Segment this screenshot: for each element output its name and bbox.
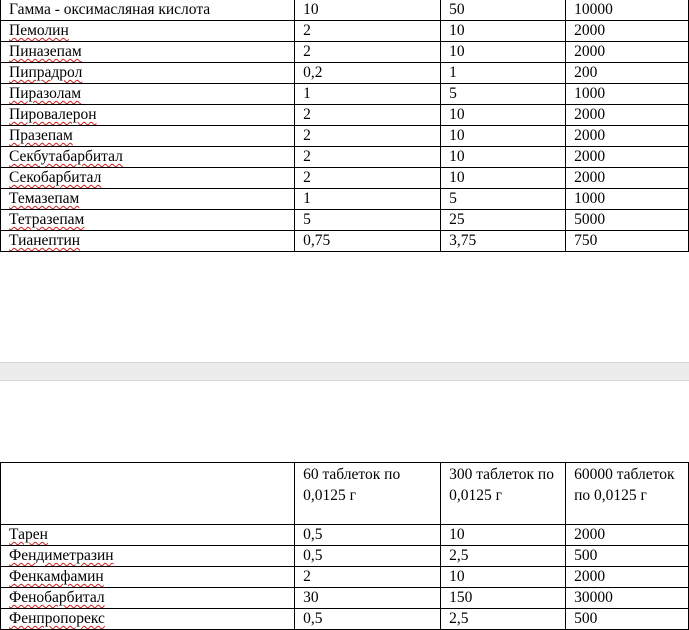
cell-value: 50 xyxy=(441,0,566,21)
table-row xyxy=(1,0,689,21)
cell-name: Гамма - оксимасляная кислота xyxy=(1,0,295,21)
cell-value: 0,5 xyxy=(295,525,441,546)
cell-value: 2000 xyxy=(566,567,689,588)
cell-value: 2 xyxy=(295,147,441,168)
cell-value: 10 xyxy=(441,21,566,42)
table-bottom xyxy=(0,462,689,630)
cell-value: 10 xyxy=(441,567,566,588)
cell-value: 5000 xyxy=(566,210,689,231)
cell-name: Фенпропорекс xyxy=(1,609,295,630)
cell-value: 25 xyxy=(441,210,566,231)
cell-name: Тианептин xyxy=(1,231,295,252)
table-row xyxy=(1,126,689,147)
cell-name: Пировалерон xyxy=(1,105,295,126)
header-cell-60000-tablets: 60000 таблеток по 0,0125 г xyxy=(566,463,689,525)
cell-value: 2000 xyxy=(566,21,689,42)
cell-value: 200 xyxy=(566,63,689,84)
table-top xyxy=(0,0,689,252)
cell-value: 2 xyxy=(295,126,441,147)
cell-value: 1000 xyxy=(566,84,689,105)
cell-value: 2 xyxy=(295,42,441,63)
cell-name: Тарен xyxy=(1,525,295,546)
cell-value: 1000 xyxy=(566,189,689,210)
cell-value: 2 xyxy=(295,567,441,588)
header-cell-60-tablets: 60 таблеток по 0,0125 г xyxy=(295,463,441,525)
cell-value: 2000 xyxy=(566,168,689,189)
page-break-gap xyxy=(0,362,689,381)
cell-name: Празепам xyxy=(1,126,295,147)
table-row xyxy=(1,147,689,168)
cell-value: 2 xyxy=(295,168,441,189)
cell-value: 750 xyxy=(566,231,689,252)
header-cell-300-tablets: 300 таблеток по 0,0125 г xyxy=(441,463,566,525)
cell-value: 2 xyxy=(295,105,441,126)
cell-value: 3,75 xyxy=(441,231,566,252)
table-row xyxy=(1,231,689,252)
cell-value: 5 xyxy=(441,84,566,105)
cell-name: Секбутабарбитал xyxy=(1,147,295,168)
table-row xyxy=(1,609,689,630)
table-row xyxy=(1,567,689,588)
cell-value: 1 xyxy=(295,189,441,210)
cell-value: 1 xyxy=(441,63,566,84)
cell-value: 2000 xyxy=(566,147,689,168)
cell-value: 2000 xyxy=(566,525,689,546)
cell-value: 30 xyxy=(295,588,441,609)
cell-value: 1 xyxy=(295,84,441,105)
table-row xyxy=(1,168,689,189)
cell-value: 30000 xyxy=(566,588,689,609)
cell-name: Пиразолам xyxy=(1,84,295,105)
cell-value: 2,5 xyxy=(441,546,566,567)
cell-value: 0,75 xyxy=(295,231,441,252)
cell-value: 500 xyxy=(566,546,689,567)
cell-name: Фендиметразин xyxy=(1,546,295,567)
cell-value: 10 xyxy=(441,147,566,168)
cell-value: 2000 xyxy=(566,105,689,126)
cell-value: 2,5 xyxy=(441,609,566,630)
cell-value: 150 xyxy=(441,588,566,609)
table-row xyxy=(1,105,689,126)
table-row xyxy=(1,588,689,609)
cell-value: 2000 xyxy=(566,126,689,147)
cell-value: 10 xyxy=(441,42,566,63)
cell-value: 0,5 xyxy=(295,546,441,567)
cell-name: Фенкамфамин xyxy=(1,567,295,588)
cell-name: Темазепам xyxy=(1,189,295,210)
table-row xyxy=(1,84,689,105)
cell-value: 10 xyxy=(295,0,441,21)
cell-value: 10 xyxy=(441,525,566,546)
cell-value: 2000 xyxy=(566,42,689,63)
cell-value: 2 xyxy=(295,21,441,42)
table-row xyxy=(1,525,689,546)
cell-value: 10 xyxy=(441,168,566,189)
cell-value: 10 xyxy=(441,126,566,147)
cell-name: Тетразепам xyxy=(1,210,295,231)
cell-name: Пемолин xyxy=(1,21,295,42)
cell-value: 10000 xyxy=(566,0,689,21)
table-header-row xyxy=(1,463,689,525)
table-row xyxy=(1,42,689,63)
table-row xyxy=(1,21,689,42)
table-row xyxy=(1,189,689,210)
cell-value: 0,5 xyxy=(295,609,441,630)
cell-value: 10 xyxy=(441,105,566,126)
cell-name: Фенобарбитал xyxy=(1,588,295,609)
cell-value: 0,2 xyxy=(295,63,441,84)
cell-value: 5 xyxy=(295,210,441,231)
table-row xyxy=(1,546,689,567)
cell-value: 500 xyxy=(566,609,689,630)
table-row xyxy=(1,63,689,84)
header-cell-empty xyxy=(1,463,295,525)
cell-name: Пиназепам xyxy=(1,42,295,63)
cell-name: Пипрадрол xyxy=(1,63,295,84)
cell-value: 5 xyxy=(441,189,566,210)
table-row xyxy=(1,210,689,231)
cell-name: Секобарбитал xyxy=(1,168,295,189)
